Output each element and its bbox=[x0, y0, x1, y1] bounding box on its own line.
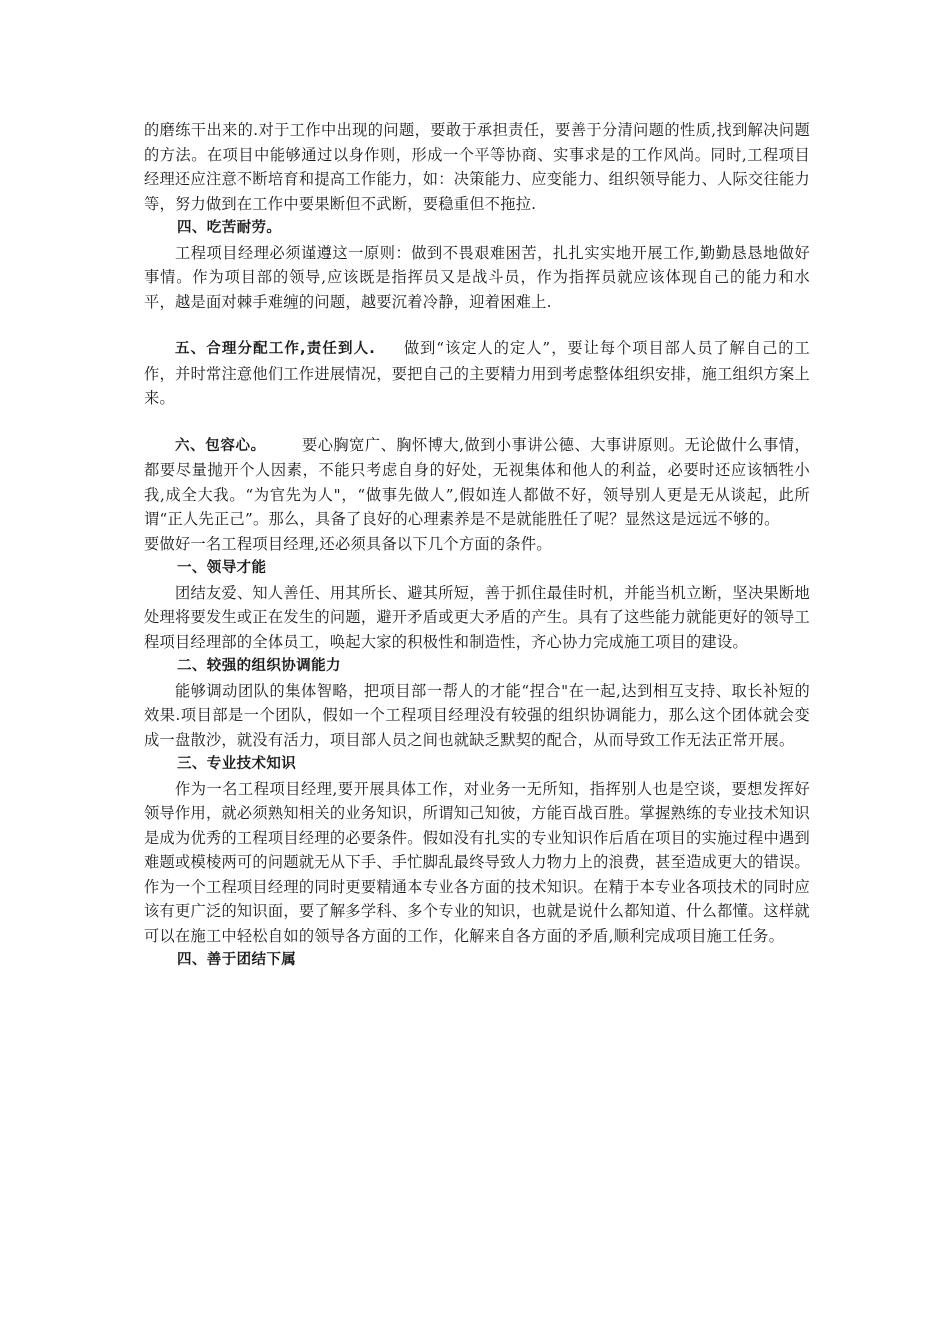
heading-hardworking: 四、吃苦耐劳。 bbox=[177, 220, 282, 236]
paragraph-coordination: 能够调动团队的集体智略，把项目部一帮人的才能“捏合"在一起,达到相互支持、取长补短的效果.项目部是一个团队，假如一个工程项目经理没有较强的组织协调能力，那么这个团体就会变成一盘散沙，就没有活力，项目部人员之间也就缺乏默契的配合，从而导致工作无法正常开展。 bbox=[144, 681, 810, 749]
heading-leadership: 一、领导才能 bbox=[177, 560, 267, 576]
heading-tolerance: 六、包容心。 bbox=[175, 437, 266, 454]
heading-unite-subordinates: 四、善于团结下属 bbox=[177, 952, 297, 968]
intro-paragraph: 的磨练干出来的.对于工作中出现的问题，要敢于承担责任，要善于分清问题的性质,找到解决问题的方法。在项目中能够通过以身作则，形成一个平等协商、实事求是的工作风尚。同时,工程项目经理还应注意不断培育和提高工作能力，如：决策能力、应变能力、组织领导能力、人际交往能力等，努力做到在工作中要果断但不武断，要稳重但不拖拉. bbox=[144, 121, 810, 213]
paragraph-hardworking: 工程项目经理必须谨遵这一原则：做到不畏艰难困苦，扎扎实实地开展工作,勤勤恳恳地做好事情。作为项目部的领导,应该既是指挥员又是战斗员，作为指挥员就应该体现自己的能力和水平，越是面对棘手难缠的问题，越要沉着冷静，迎着困难上. bbox=[144, 243, 810, 311]
assign-work-body: 做到“该定人的定人”，要让每个项目部人员了解自己的工作，并时常注意他们工作进展情况，要把自己的主要精力用到考虑整体组织安排，施工组织方案上来。 bbox=[144, 339, 810, 407]
paragraph-tolerance bbox=[144, 433, 810, 532]
heading-technical-knowledge: 三、专业技术知识 bbox=[177, 756, 297, 772]
paragraph-leadership: 团结友爱、知人善任、用其所长、避其所短，善于抓住最佳时机，并能当机立断，坚决果断地处理将要发生或正在发生的问题，避开矛盾或更大矛盾的产生。具有了这些能力就能更好的领导工程项目经理部的全体员工，唤起大家的积极性和制造性，齐心协力完成施工项目的建设。 bbox=[144, 583, 810, 651]
tolerance-body: 要心胸宽广、胸怀博大,做到小事讲公德、大事讲原则。无论做什么事情，都要尽量抛开个人因素，不能只考虑自身的好处，无视集体和他人的利益，必要时还应该牺牲小我,成全大我。“为官先为人"，“做事先做人”,假如连人都做不好，领导别人更是无从谈起，此所谓“正人先正己”。那么，具备了良好的心理素养是不是就能胜任了呢？显然这是远远不够的。 bbox=[144, 435, 810, 528]
heading-coordination: 二、较强的组织协调能力 bbox=[177, 658, 341, 674]
paragraph-technical-knowledge: 作为一名工程项目经理,要开展具体工作，对业务一无所知，指挥别人也是空谈，要想发挥好领导作用，就必须熟知相关的业务知识，所谓知己知彼，方能百战百胜。掌握熟练的专业技术知识是成为优秀的工程项目经理的必要条件。假如没有扎实的专业知识作后盾在项目的实施过程中遇到难题或模棱两可的问题就无从下手、手忙脚乱最终导致人力物力上的浪费，甚至造成更大的错误。作为一个工程项目经理的同时更要精通本专业各方面的技术知识。在精于本专业各项技术的同时应该有更广泛的知识面，要了解多学科、多个专业的知识，也就是说什么都知道、什么都懂。这样就可以在施工中轻松自如的领导各方面的工作，化解来自各方面的矛盾,顺利完成项目施工任务。 bbox=[144, 779, 810, 945]
transition-paragraph: 要做好一名工程项目经理,还必须具备以下几个方面的条件。 bbox=[144, 534, 552, 553]
heading-assign-work: 五、合理分配工作,责任到人. bbox=[175, 341, 376, 357]
document-page bbox=[144, 118, 810, 973]
paragraph-assign-work bbox=[144, 336, 810, 411]
